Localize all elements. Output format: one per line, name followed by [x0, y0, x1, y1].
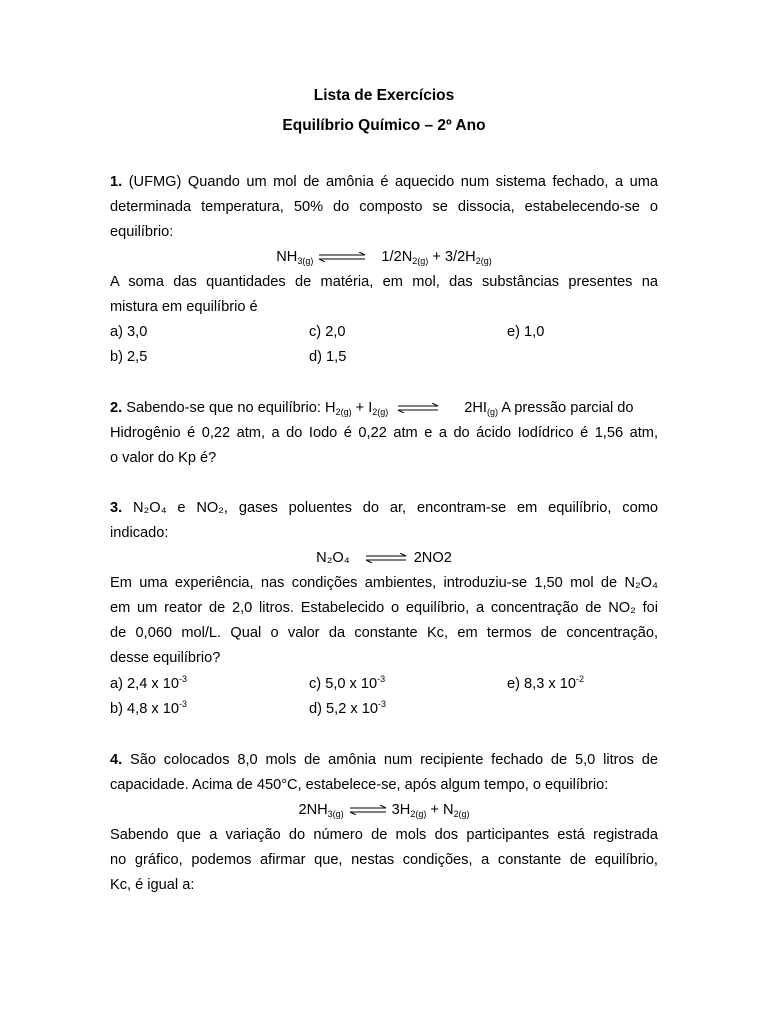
q3-line-1: 3. N₂O₄ e NO₂, gases poluentes do ar, encontram-se em equilíbrio, como — [110, 500, 658, 516]
q3-line-5: de 0,060 mol/L. Qual o valor da constante Kc, em termos de concentração, — [110, 625, 658, 641]
document-subtitle: Equilíbrio Químico – 2º Ano — [282, 117, 486, 134]
q1-number: 1. — [110, 174, 123, 190]
equilibrium-arrow-icon — [348, 805, 388, 815]
equilibrium-arrow-icon — [396, 403, 440, 413]
q4-line-2: capacidade. Acima de 450°C, estabelece-se, após algum tempo, o equilíbrio: — [110, 777, 609, 793]
q4-line-4: no gráfico, podemos afirmar que, nestas condições, a constante de equilíbrio, — [110, 852, 658, 868]
q3-line-3: Em uma experiência, nas condições ambientes, introduziu-se 1,50 mol de N₂O₄ — [110, 575, 658, 591]
q3-line-2: indicado: — [110, 525, 169, 541]
q1-line-4: A soma das quantidades de matéria, em mol, das substâncias presentes na — [110, 274, 658, 290]
equilibrium-arrow-icon — [317, 252, 367, 262]
q1-line-1: 1. (UFMG) Quando um mol de amônia é aquecido num sistema fechado, a uma — [110, 174, 658, 190]
q1-option-b: b) 2,5 — [110, 349, 148, 365]
q1-option-c: c) 2,0 — [309, 324, 346, 340]
q4-line-3: Sabendo que a variação do número de mols dos participantes está registrada — [110, 827, 658, 843]
q1-option-a: a) 3,0 — [110, 324, 148, 340]
q3-option-e: e) 8,3 x $10^{-2}$ — [507, 674, 584, 692]
q2-line-1: 2. Sabendo-se que no equilíbrio: $H_{2(g)} + I_{2(g)}$ $2HI_{(g)}$ A pressão parcial do — [110, 400, 634, 417]
q3-number: 3. — [110, 500, 123, 516]
q1-equation: $NH_{3(g)}$ $1/2N_{2(g)} + 3/2H_{2(g)}$ — [276, 249, 492, 266]
q2-line-3: o valor do Kp é? — [110, 450, 217, 466]
q1-option-e: e) 1,0 — [507, 324, 545, 340]
q3-line-4: em um reator de 2,0 litros. Estabelecido o equilíbrio, a concentração de NO₂ foi — [110, 600, 658, 616]
q2-number: 2. — [110, 400, 123, 416]
q1-option-d: d) 1,5 — [309, 349, 347, 365]
document-title: Lista de Exercícios — [313, 87, 455, 104]
q4-line-1: 4. São colocados 8,0 mols de amônia num recipiente fechado de 5,0 litros de — [110, 752, 658, 768]
q3-option-c: c) 5,0 x $10^{-3}$ — [309, 674, 386, 692]
q3-line-6: desse equilíbrio? — [110, 650, 221, 666]
q1-line-3: equilíbrio: — [110, 224, 174, 240]
q1-line-5: mistura em equilíbrio é — [110, 299, 258, 315]
q3-option-d: d) 5,2 x $10^{-3}$ — [309, 699, 386, 717]
q3-option-b: b) 4,8 x $10^{-3}$ — [110, 699, 187, 717]
q2-line-2: Hidrogênio é 0,22 atm, a do Iodo é 0,22 atm e a do ácido Iodídrico é 1,56 atm, — [110, 425, 658, 441]
q3-option-a: a) 2,4 x $10^{-3}$ — [110, 674, 187, 692]
q4-number: 4. — [110, 752, 123, 768]
q1-line-2: determinada temperatura, 50% do composto se dissocia, estabelecendo-se o — [110, 199, 658, 215]
q3-equation: N₂O₄ 2NO2 — [316, 550, 452, 566]
q4-equation: $2NH_{3(g)}$ $3H_{2(g)} + N_{2(g)}$ — [298, 802, 470, 819]
q4-line-5: Kc, é igual a: — [110, 877, 195, 893]
equilibrium-arrow-icon — [364, 553, 408, 563]
